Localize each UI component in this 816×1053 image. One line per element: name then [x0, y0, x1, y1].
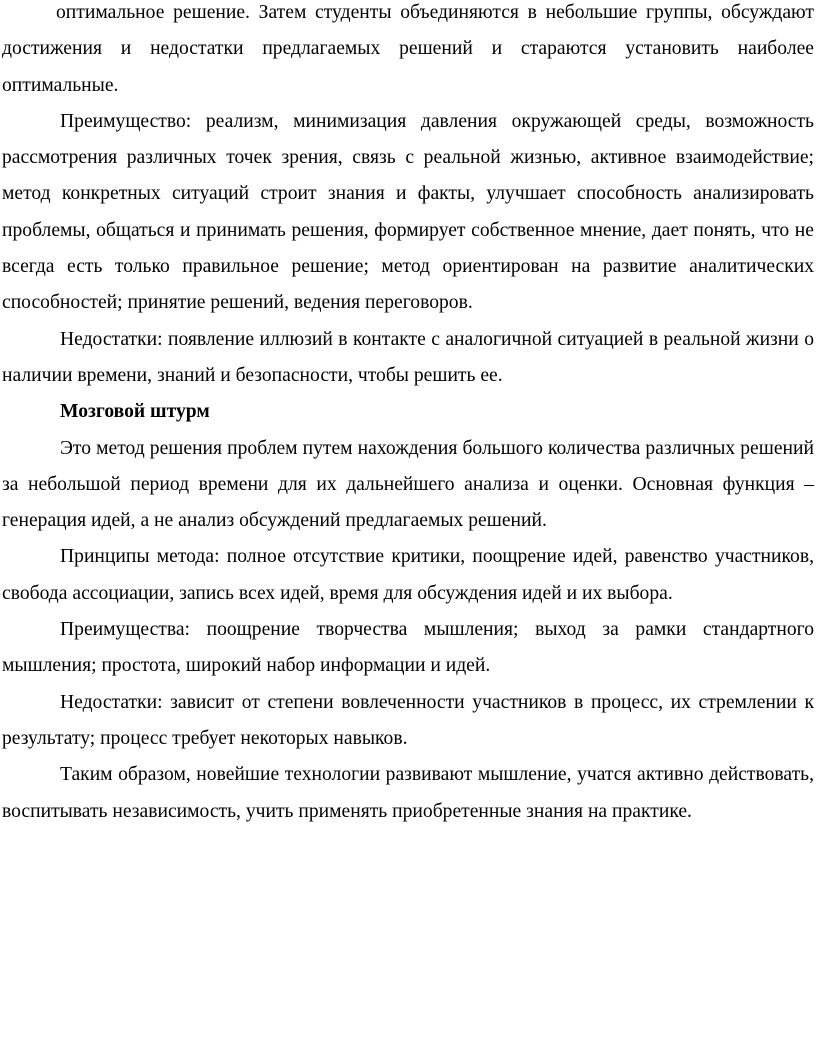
paragraph-continuation: оптимальное решение. Затем студенты объединяются в небольшие группы, обсуждают достижения и недостатки предлагаемых решений и стараются установить наиболее оптимальные.: [2, 2, 814, 96]
paragraph-brainstorm-advantages: Преимущества: поощрение творчества мышления; выход за рамки стандартного мышления; простота, широкий набор информации и идей.: [2, 619, 814, 677]
paragraph-method-principles: Принципы метода: полное отсутствие критики, поощрение идей, равенство участников, свобода ассоциации, запись всех идей, время для обсуждения идей и их выбора.: [2, 546, 814, 604]
document-body: [2, 0, 814, 830]
paragraph-conclusion: Таким образом, новейшие технологии развивают мышление, учатся активно действовать, воспитывать независимость, учить применять приобретенные знания на практике.: [2, 764, 814, 822]
paragraph-brainstorm-disadvantages: Недостатки: зависит от степени вовлеченности участников в процесс, их стремлении к результату; процесс требует некоторых навыков.: [2, 691, 814, 749]
paragraph-brainstorm-definition: Это метод решения проблем путем нахождения большого количества различных решений за небольшой период времени для их дальнейшего анализа и оценки. Основная функция – генерация идей, а не анализ обсуждений предлагаемых решений.: [2, 437, 814, 532]
paragraph-disadvantages-case-method: Недостатки: появление иллюзий в контакте с аналогичной ситуацией в реальной жизни о наличии времени, знаний и безопасности, чтобы решить ее.: [2, 328, 814, 386]
section-heading-brainstorm: Мозговой штурм: [60, 401, 210, 423]
paragraph-advantages-case-method: Преимущество: реализм, минимизация давления окружающей среды, возможность рассмотрения различных точек зрения, связь с реальной жизнью, активное взаимодействие; метод конкретных ситуаций строит знания и факты, улучшает способность анализировать проблемы, общаться и принимать решения, формирует собственное мнение, дает понять, что не всегда есть только правильное решение; метод ориентирован на развитие аналитических способностей; принятие решений, ведения переговоров.: [2, 110, 814, 314]
